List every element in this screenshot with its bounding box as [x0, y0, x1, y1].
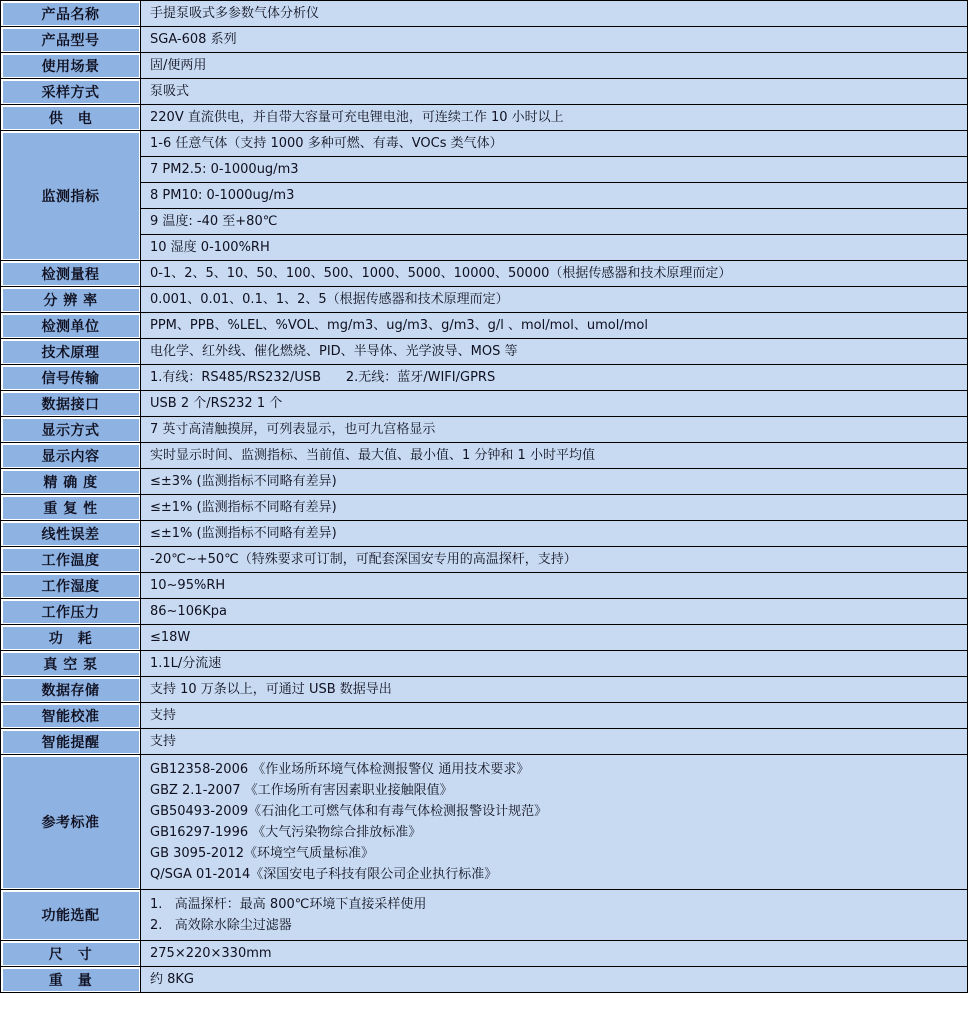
row-label: 参考标准: [1, 755, 141, 890]
row-value: 275×220×330mm: [141, 941, 968, 967]
table-row: [1, 599, 968, 625]
row-label: 智能提醒: [1, 729, 141, 755]
table-row: [1, 131, 968, 157]
row-value: [141, 755, 968, 890]
table-row: [1, 183, 968, 209]
table-row: [1, 703, 968, 729]
row-value: 约 8KG: [141, 967, 968, 993]
table-row: [1, 729, 968, 755]
table-row: [1, 157, 968, 183]
row-label: 显示内容: [1, 443, 141, 469]
table-row: [1, 209, 968, 235]
value-line: 2. 高效除水除尘过滤器: [150, 918, 292, 933]
row-value: USB 2 个/RS232 1 个: [141, 391, 968, 417]
row-value: 86~106Kpa: [141, 599, 968, 625]
row-value: 电化学、红外线、催化燃烧、PID、半导体、光学波导、MOS 等: [141, 339, 968, 365]
row-value: SGA-608 系列: [141, 27, 968, 53]
row-label: 数据存储: [1, 677, 141, 703]
row-value: 1.1L/分流速: [141, 651, 968, 677]
row-value: ≤±1% (监测指标不同略有差异): [141, 495, 968, 521]
row-label: 技术原理: [1, 339, 141, 365]
table-row: [1, 391, 968, 417]
row-value: 1.有线：RS485/RS232/USB 2.无线：蓝牙/WIFI/GPRS: [141, 365, 968, 391]
row-label: 工作压力: [1, 599, 141, 625]
table-row: [1, 495, 968, 521]
row-label: 使用场景: [1, 53, 141, 79]
row-value: 手提泵吸式多参数气体分析仪: [141, 1, 968, 27]
table-row: [1, 1, 968, 27]
row-value: 泵吸式: [141, 79, 968, 105]
table-row: [1, 105, 968, 131]
row-value: 0-1、2、5、10、50、100、500、1000、5000、10000、50000（根据传感器和技术原理而定）: [141, 261, 968, 287]
table-row: [1, 677, 968, 703]
row-value: ≤18W: [141, 625, 968, 651]
table-row: [1, 261, 968, 287]
row-value: 10~95%RH: [141, 573, 968, 599]
row-label: 精 确 度: [1, 469, 141, 495]
row-subvalue: 1-6 任意气体（支持 1000 多种可燃、有毒、VOCs 类气体）: [141, 131, 968, 157]
value-line: GB12358-2006 《作业场所环境气体检测报警仪 通用技术要求》: [150, 762, 530, 777]
table-row: [1, 941, 968, 967]
table-row: [1, 443, 968, 469]
row-label: 尺 寸: [1, 941, 141, 967]
table-row: [1, 235, 968, 261]
row-label: 数据接口: [1, 391, 141, 417]
row-label: 工作温度: [1, 547, 141, 573]
row-value: ≤±3% (监测指标不同略有差异): [141, 469, 968, 495]
row-value: -20℃~+50℃（特殊要求可订制，可配套深国安专用的高温探杆，支持）: [141, 547, 968, 573]
row-label: 功 耗: [1, 625, 141, 651]
row-subvalue: 9 温度: -40 至+80℃: [141, 209, 968, 235]
row-value: 实时显示时间、监测指标、当前值、最大值、最小值、1 分钟和 1 小时平均值: [141, 443, 968, 469]
row-value: 0.001、0.01、0.1、1、2、5（根据传感器和技术原理而定）: [141, 287, 968, 313]
row-label: 智能校准: [1, 703, 141, 729]
value-line: 1. 高温探杆：最高 800℃环境下直接采样使用: [150, 897, 427, 912]
row-value: ≤±1% (监测指标不同略有差异): [141, 521, 968, 547]
table-row: [1, 651, 968, 677]
row-label: 检测量程: [1, 261, 141, 287]
row-label: 重 量: [1, 967, 141, 993]
row-label: 供 电: [1, 105, 141, 131]
table-row: [1, 417, 968, 443]
row-label: 分 辨 率: [1, 287, 141, 313]
table-row: [1, 313, 968, 339]
table-row: [1, 547, 968, 573]
value-line: GBZ 2.1-2007 《工作场所有害因素职业接触限值》: [150, 783, 453, 798]
table-row: [1, 625, 968, 651]
row-label: 显示方式: [1, 417, 141, 443]
row-label: 产品型号: [1, 27, 141, 53]
row-label: 产品名称: [1, 1, 141, 27]
row-label: 功能选配: [1, 890, 141, 941]
row-label: 监测指标: [1, 131, 141, 261]
table-row: [1, 967, 968, 993]
row-value: 支持 10 万条以上，可通过 USB 数据导出: [141, 677, 968, 703]
table-row: [1, 573, 968, 599]
row-value: 固/便两用: [141, 53, 968, 79]
table-row: [1, 287, 968, 313]
table-row: [1, 365, 968, 391]
row-label: 信号传输: [1, 365, 141, 391]
table-row: [1, 339, 968, 365]
spec-table-body: [1, 1, 968, 993]
row-label: 检测单位: [1, 313, 141, 339]
value-line: GB50493-2009《石油化工可燃气体和有毒气体检测报警设计规范》: [150, 804, 548, 819]
table-row: [1, 27, 968, 53]
table-row: [1, 890, 968, 941]
row-value: 支持: [141, 729, 968, 755]
table-row: [1, 79, 968, 105]
value-line: GB16297-1996 《大气污染物综合排放标准》: [150, 825, 422, 840]
row-label: 工作湿度: [1, 573, 141, 599]
row-label: 线性误差: [1, 521, 141, 547]
row-label: 重 复 性: [1, 495, 141, 521]
value-line: Q/SGA 01-2014《深国安电子科技有限公司企业执行标准》: [150, 867, 498, 882]
row-value: 220V 直流供电，并自带大容量可充电锂电池，可连续工作 10 小时以上: [141, 105, 968, 131]
row-subvalue: 8 PM10: 0-1000ug/m3: [141, 183, 968, 209]
row-value: [141, 890, 968, 941]
value-line: GB 3095-2012《环境空气质量标准》: [150, 846, 374, 861]
table-row: [1, 521, 968, 547]
table-row: [1, 469, 968, 495]
row-subvalue: 10 湿度 0-100%RH: [141, 235, 968, 261]
row-label: 真 空 泵: [1, 651, 141, 677]
row-subvalue: 7 PM2.5: 0-1000ug/m3: [141, 157, 968, 183]
row-value: 7 英寸高清触摸屏，可列表显示，也可九宫格显示: [141, 417, 968, 443]
row-value: 支持: [141, 703, 968, 729]
table-row: [1, 53, 968, 79]
row-value: PPM、PPB、%LEL、%VOL、mg/m3、ug/m3、g/m3、g/l 、mol/mol、umol/mol: [141, 313, 968, 339]
table-row: [1, 755, 968, 890]
row-label: 采样方式: [1, 79, 141, 105]
